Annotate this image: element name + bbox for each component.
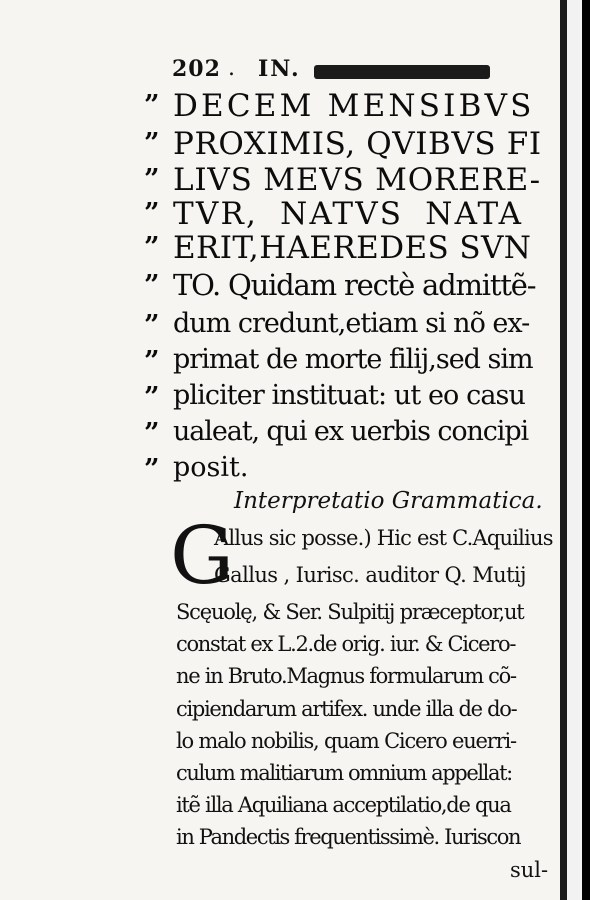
quoted-line-text: ualeat, qui ex uerbis concipi [173, 416, 529, 447]
body-line: Allus sic posse.) Hic est C.Aquilius [214, 526, 553, 550]
body-line: Scęuolę, & Ser. Sulpitij præceptor,ut [176, 600, 524, 624]
quote-mark: ” [144, 382, 157, 413]
body-line: constat ex L.2.de orig. iur. & Cicero- [176, 632, 516, 656]
quoted-line-text: pliciter instituat: ut eo casu [173, 380, 525, 411]
quote-mark: ” [144, 164, 157, 195]
body-line: lo malo nobilis, quam Cicero euerri- [176, 729, 516, 753]
quote-mark: ” [144, 418, 157, 449]
body-line: ne in Bruto.Magnus formularum cõ- [176, 664, 516, 688]
quoted-line-text: posit. [173, 452, 249, 483]
body-line: itẽ illa Aquiliana acceptilatio,de qua [176, 793, 511, 817]
quoted-line-text: PROXIMIS, QVIBVS FI [173, 126, 542, 162]
quote-mark: ” [144, 270, 157, 301]
quote-mark: ” [144, 232, 157, 263]
book-gutter [560, 0, 590, 900]
quote-mark: ” [144, 310, 157, 341]
quoted-line-text: LIVS MEVS MORERE- [173, 162, 541, 198]
quote-mark: ” [144, 346, 157, 377]
quoted-line-text: TO. Quidam rectè admittẽ- [173, 268, 536, 302]
quote-mark: ” [144, 90, 157, 121]
catchword: sul- [510, 858, 549, 882]
quote-mark: ” [144, 454, 157, 485]
running-head-separator: . [228, 56, 235, 81]
quote-mark: ” [144, 128, 157, 159]
body-line: cipiendarum artifex. unde illa de do- [176, 697, 517, 721]
quoted-line-text: dum credunt,etiam si nõ ex- [173, 308, 530, 339]
body-line: in Pandectis frequentissimè. Iuriscon [176, 825, 521, 849]
drop-cap: G [170, 509, 234, 602]
ink-smudge [314, 65, 490, 79]
section-heading: Interpretatio Grammatica. [234, 488, 543, 514]
quoted-line-text: TVR, NATVS NATA [173, 196, 524, 232]
quote-mark: ” [144, 198, 157, 229]
running-head-title: IN. [258, 56, 301, 82]
quoted-line-text: primat de morte filij,sed sim [173, 344, 533, 375]
body-line: Gallus , Iurisc. auditor Q. Mutij [214, 563, 526, 587]
page-number: 202 [172, 56, 221, 82]
quoted-line-text: DECEM MENSIBVS [173, 88, 535, 124]
quoted-line-text: ERIT,HAEREDES SVN [173, 230, 532, 266]
running-head [172, 52, 492, 92]
body-line: culum malitiarum omnium appellat: [176, 761, 512, 785]
